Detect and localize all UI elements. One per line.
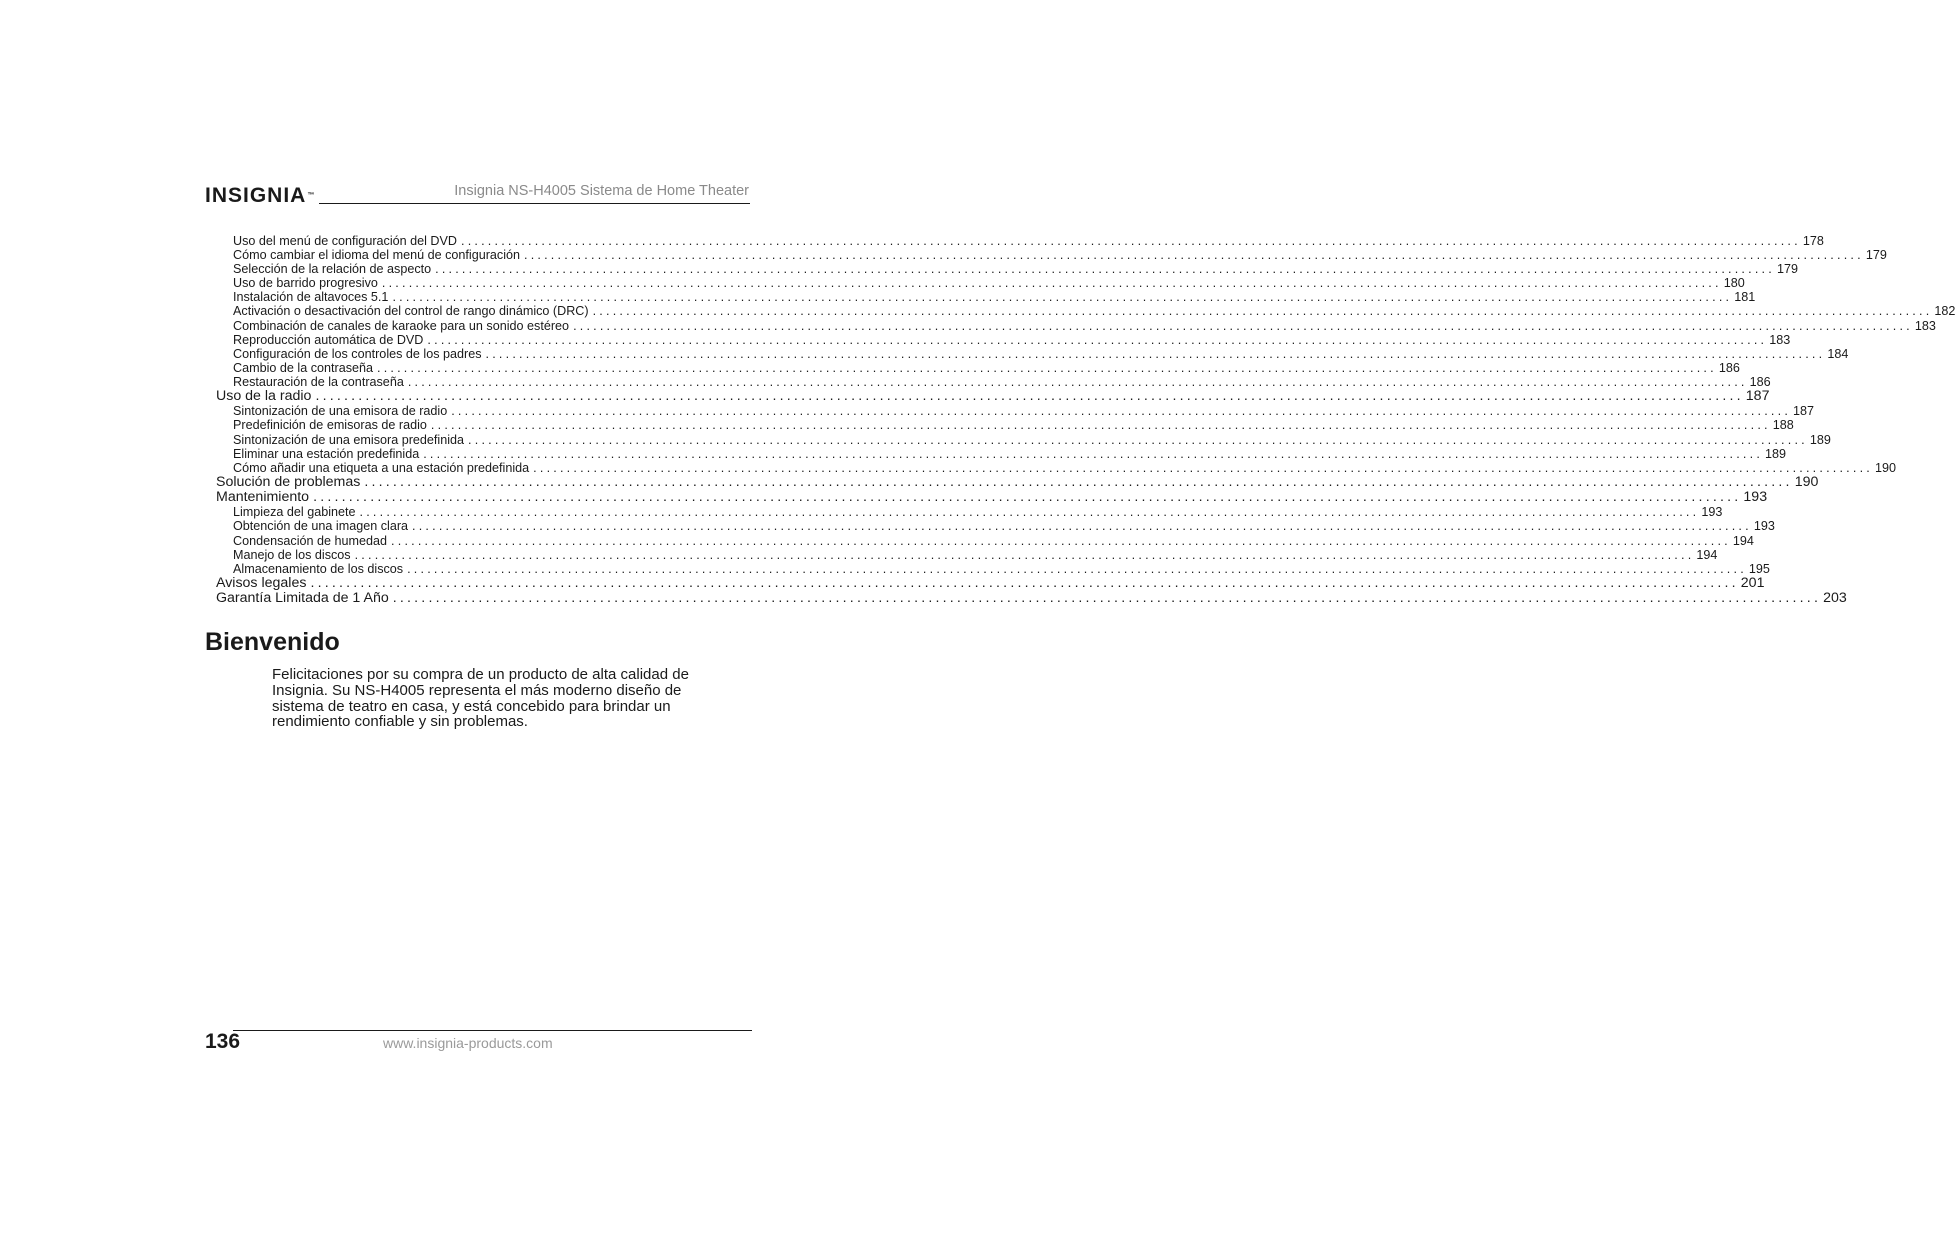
toc-entry-label: Limpieza del gabinete	[233, 505, 356, 520]
toc-entry-page: 190	[1794, 473, 1819, 490]
toc-entry[interactable]	[216, 360, 1740, 375]
toc-entry-label: Cómo añadir una etiqueta a una estación predefinida	[233, 460, 530, 475]
toc-entry[interactable]	[216, 547, 1718, 562]
toc-dot-leader: ........................................................................................................................................................................................................	[451, 404, 1792, 419]
toc-entry-page: 183	[1914, 318, 1936, 333]
toc-entry-page: 194	[1732, 533, 1754, 548]
toc-entry-page: 180	[1723, 276, 1745, 291]
toc-entry-label: Uso del menú de configuración del DVD	[233, 234, 458, 248]
table-of-contents	[216, 234, 1955, 607]
toc-entry[interactable]	[216, 276, 1745, 291]
toc-entry-label: Reproducción automática de DVD	[233, 332, 424, 347]
toc-entry-label: Cambio de la contraseña	[233, 360, 374, 375]
toc-entry[interactable]	[216, 290, 1756, 305]
toc-dot-leader: ........................................................................................................................................................................................................	[377, 360, 1717, 375]
toc-entry-label: Almacenamiento de los discos	[233, 561, 404, 576]
toc-entry-label: Instalación de altavoces 5.1	[233, 290, 389, 305]
toc-entry-label: Restauración de la contraseña	[233, 374, 404, 389]
toc-entry[interactable]	[216, 332, 1791, 347]
footer-url[interactable]: www.insignia-products.com	[383, 1035, 553, 1051]
toc-entry-label: Activación o desactivación del control de rango dinámico (DRC)	[233, 304, 589, 319]
toc-entry-page: 178	[1802, 234, 1824, 248]
toc-entry[interactable]	[216, 304, 1955, 319]
toc-entry-page: 193	[1701, 505, 1723, 520]
header-rule	[319, 203, 750, 204]
toc-entry-label: Manejo de los discos	[233, 547, 351, 562]
toc-entry-page: 193	[1753, 519, 1775, 534]
toc-entry-label: Cómo cambiar el idioma del menú de configuración	[233, 248, 521, 263]
toc-entry-page: 179	[1865, 248, 1887, 263]
toc-entry-page: 203	[1823, 590, 1847, 607]
toc-entry-label: Predefinición de emisoras de radio	[233, 418, 427, 433]
toc-entry-label: Configuración de los controles de los padres	[233, 346, 482, 361]
toc-entry[interactable]	[216, 460, 1896, 475]
toc-entry-page: 184	[1827, 346, 1849, 361]
page-number: 136	[205, 1030, 241, 1053]
toc-dot-leader: ........................................................................................................................................................................................................	[315, 388, 1744, 405]
toc-entry[interactable]	[216, 418, 1794, 433]
toc-entry-label: Mantenimiento	[216, 489, 310, 506]
toc-dot-leader: ........................................................................................................................................................................................................	[461, 234, 1801, 248]
toc-dot-leader: ........................................................................................................................................................................................................	[381, 276, 1722, 291]
brand-logo	[205, 184, 314, 208]
toc-dot-leader: ........................................................................................................................................................................................................	[592, 304, 1933, 319]
toc-entry[interactable]	[216, 404, 1815, 419]
toc-entry-label: Sintonización de una emisora de radio	[233, 404, 448, 419]
toc-entry-page: 179	[1776, 262, 1798, 277]
toc-dot-leader: ........................................................................................................................................................................................................	[485, 346, 1826, 361]
section-body: Felicitaciones por su compra de un producto de alta calidad de Insignia. Su NS-H4005 representa el más moderno diseño de sistema de teatro en casa, y está concebido para brindar un rendimiento confiable y sin problemas.	[272, 666, 689, 731]
toc-dot-leader: ........................................................................................................................................................................................................	[407, 561, 1747, 576]
section-title: Bienvenido	[205, 628, 340, 656]
toc-entry-page: 201	[1740, 574, 1765, 591]
toc-dot-leader: ........................................................................................................................................................................................................	[392, 590, 1822, 607]
toc-entry[interactable]	[216, 473, 1819, 490]
toc-entry-page: 193	[1743, 489, 1768, 506]
toc-dot-leader: ........................................................................................................................................................................................................	[391, 533, 1731, 548]
toc-entry[interactable]	[216, 519, 1775, 534]
toc-entry-label: Selección de la relación de aspecto	[233, 262, 432, 277]
toc-entry-page: 182	[1934, 304, 1955, 319]
toc-entry[interactable]	[216, 374, 1771, 389]
toc-entry-page: 189	[1765, 446, 1787, 461]
toc-entry-label: Garantía Limitada de 1 Año	[216, 590, 389, 607]
toc-entry-page: 188	[1772, 418, 1794, 433]
toc-entry-page: 183	[1769, 332, 1791, 347]
toc-entry[interactable]	[216, 590, 1847, 607]
toc-entry-label: Combinación de canales de karaoke para un sonido estéreo	[233, 318, 570, 333]
trademark-symbol: ™	[307, 192, 315, 199]
toc-dot-leader: ........................................................................................................................................................................................................	[313, 489, 1742, 506]
toc-entry-page: 190	[1874, 460, 1896, 475]
toc-entry-label: Obtención de una imagen clara	[233, 519, 409, 534]
toc-dot-leader: ........................................................................................................................................................................................................	[364, 473, 1793, 490]
toc-dot-leader: ........................................................................................................................................................................................................	[359, 505, 1700, 520]
toc-entry-label: Avisos legales	[216, 574, 307, 591]
toc-entry-page: 186	[1749, 374, 1771, 389]
toc-entry[interactable]	[216, 388, 1770, 405]
toc-dot-leader: ........................................................................................................................................................................................................	[354, 547, 1695, 562]
toc-entry[interactable]	[216, 446, 1787, 461]
toc-entry-label: Sintonización de una emisora predefinida	[233, 432, 465, 447]
footer-rule	[233, 1030, 752, 1031]
toc-entry-page: 194	[1696, 547, 1718, 562]
toc-entry-page: 181	[1734, 290, 1756, 305]
toc-entry[interactable]	[216, 248, 1887, 263]
toc-dot-leader: ........................................................................................................................................................................................................	[427, 332, 1768, 347]
toc-dot-leader: ........................................................................................................................................................................................................	[407, 374, 1748, 389]
toc-entry[interactable]	[216, 262, 1798, 277]
toc-entry-page: 187	[1745, 388, 1770, 405]
toc-entry-label: Eliminar una estación predefinida	[233, 446, 420, 461]
toc-dot-leader: ........................................................................................................................................................................................................	[392, 290, 1733, 305]
toc-entry[interactable]	[216, 318, 1936, 333]
toc-dot-leader: ........................................................................................................................................................................................................	[533, 460, 1873, 475]
toc-dot-leader: ........................................................................................................................................................................................................	[573, 318, 1913, 333]
toc-dot-leader: ........................................................................................................................................................................................................	[310, 574, 1739, 591]
toc-entry[interactable]	[216, 574, 1765, 591]
toc-dot-leader: ........................................................................................................................................................................................................	[430, 418, 1771, 433]
toc-entry[interactable]	[216, 432, 1831, 447]
toc-entry-label: Condensación de humedad	[233, 533, 388, 548]
toc-entry-label: Uso de la radio	[216, 388, 312, 405]
toc-entry-label: Uso de barrido progresivo	[233, 276, 378, 291]
toc-entry-page: 186	[1718, 360, 1740, 375]
toc-entry[interactable]	[216, 561, 1770, 576]
toc-dot-leader: ........................................................................................................................................................................................................	[468, 432, 1808, 447]
toc-dot-leader: ........................................................................................................................................................................................................	[423, 446, 1764, 461]
header-title: Insignia NS-H4005 Sistema de Home Theater	[454, 183, 749, 199]
brand-logo-text: INSIGNIA	[205, 184, 307, 207]
toc-dot-leader: ........................................................................................................................................................................................................	[412, 519, 1752, 534]
toc-entry-page: 189	[1809, 432, 1831, 447]
toc-dot-leader: ........................................................................................................................................................................................................	[524, 248, 1864, 263]
toc-entry[interactable]	[216, 489, 1768, 506]
toc-entry[interactable]	[216, 505, 1723, 520]
toc-entry[interactable]	[216, 234, 1824, 248]
toc-dot-leader: ........................................................................................................................................................................................................	[435, 262, 1775, 277]
toc-entry-label: Solución de problemas	[216, 473, 361, 490]
toc-entry[interactable]	[216, 346, 1849, 361]
toc-entry-page: 187	[1793, 404, 1815, 419]
toc-entry-page: 195	[1748, 561, 1770, 576]
toc-entry[interactable]	[216, 533, 1754, 548]
